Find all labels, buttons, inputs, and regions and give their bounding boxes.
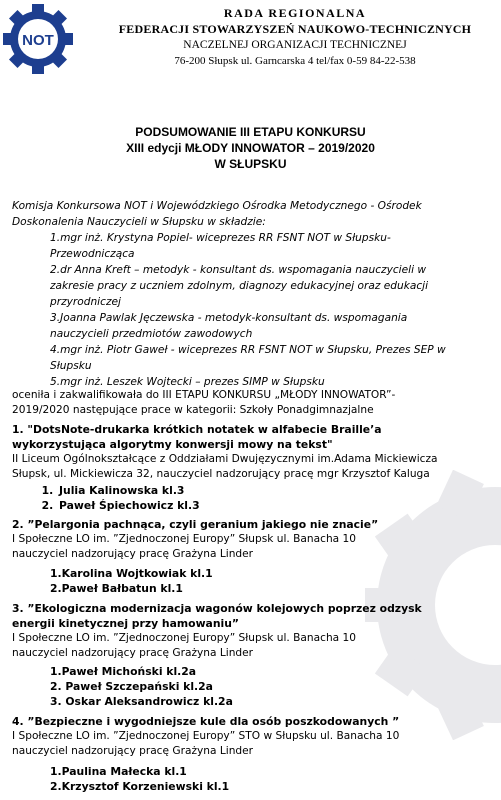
member-1-line-1: 1.mgr inż. Krystyna Popiel- wiceprezes RR FSNT NOT w Słupsku- xyxy=(50,232,391,244)
student-item: 1.Karolina Wojtkowiak kl.1 xyxy=(50,567,213,580)
work-2-students xyxy=(50,566,213,596)
member-4-line-2: Słupsku xyxy=(50,360,92,372)
work-1-school: II Liceum Ogólnokształcące z Oddziałami Dwujęzycznymi im.Adama Mickiewicza xyxy=(12,453,438,465)
letterhead-line-3: NACZELNEJ ORGANIZACJI TECHNICZNEJ xyxy=(183,39,407,51)
student-item: 2.Paweł Bałbatun kl.1 xyxy=(50,582,183,595)
work-3 xyxy=(12,601,422,661)
student-item: 3. Oskar Aleksandrowicz kl.2a xyxy=(50,695,233,708)
summary-line-2: 2019/2020 następujące prace w kategorii: Szkoły Ponadgimnazjalne xyxy=(12,404,374,416)
svg-text:NOT: NOT xyxy=(22,32,54,49)
member-5-line-1: 5.mgr inż. Leszek Wojtecki – prezes SIMP w Słupsku xyxy=(50,376,325,388)
committee-intro-1: Komisja Konkursowa NOT i Wojewódzkiego Ośrodka Metodycznego - Ośrodek xyxy=(12,200,422,212)
member-2-line-2: zakresie pracy z uczniem zdolnym, diagnozy edukacyjnej oraz edukacji xyxy=(50,280,429,292)
member-3-line-1: 3.Joanna Pawlak Jęczewska - metodyk-konsultant ds. wspomagania xyxy=(50,312,408,324)
member-4-line-1: 4.mgr inż. Piotr Gaweł - wiceprezes RR FSNT NOT w Słupsku, Prezes SEP w xyxy=(50,344,446,356)
committee-members xyxy=(50,230,446,390)
work-3-title-line-1: 3. ”Ekologiczna modernizacja wagonów kolejowych poprzez odzysk xyxy=(12,602,422,615)
title-line-3: W SŁUPSKU xyxy=(214,157,287,171)
work-4-students xyxy=(50,764,229,794)
work-2-school: I Społeczne LO im. ”Zjednoczonej Europy” Słupsk ul. Banacha 10 xyxy=(12,533,356,545)
work-3-school: I Społeczne LO im. ”Zjednoczonej Europy” Słupsk ul. Banacha 10 xyxy=(12,632,356,644)
student-item: 2. Paweł Szczepański kl.2a xyxy=(50,680,213,693)
work-4 xyxy=(12,714,399,759)
student-item: 2.Krzysztof Korzeniewski kl.1 xyxy=(50,780,230,793)
work-3-title-line-2: energii kinetycznej przy hamowaniu” xyxy=(12,617,239,630)
member-2-line-3: przyrodniczej xyxy=(50,296,121,308)
work-3-students xyxy=(50,664,233,709)
work-1 xyxy=(12,422,438,482)
work-4-teacher: nauczyciel nadzorujący pracę Grażyna Linder xyxy=(12,745,254,757)
work-1-teacher: Słupsk, ul. Mickiewicza 32, nauczyciel nadzorujący pracę mgr Krzysztof Kaluga xyxy=(12,468,430,480)
student-item: 2. Paweł Śpiechowicz kl.3 xyxy=(57,498,200,513)
work-4-title: 4. ”Bezpieczne i wygodniejsze kule dla osób poszkodowanych ” xyxy=(12,715,400,728)
work-1-title-line-1: 1. "DotsNote-drukarka krótkich notatek w alfabecie Braille’a xyxy=(12,423,382,436)
member-2-line-1: 2.dr Anna Kreft – metodyk - konsultant ds. wspomagania nauczycieli w xyxy=(50,264,427,276)
work-2 xyxy=(12,517,378,562)
letterhead-line-1: RADA REGIONALNA xyxy=(223,6,367,20)
work-1-title-line-2: wykorzystująca algorytmy konwersji mowy na tekst" xyxy=(12,438,333,451)
not-logo xyxy=(3,4,73,74)
member-3-line-2: nauczycieli przedmiotów zawodowych xyxy=(50,328,253,340)
work-1-students xyxy=(37,483,200,513)
letterhead-line-2: FEDERACJI STOWARZYSZEŃ NAUKOWO-TECHNICZNYCH xyxy=(118,22,472,36)
committee-intro-2: Doskonalenia Nauczycieli w Słupsku w składzie: xyxy=(12,216,266,228)
work-3-teacher: nauczyciel nadzorujący pracę Grażyna Linder xyxy=(12,647,254,659)
title-line-1: PODSUMOWANIE III ETAPU KONKURSU xyxy=(135,125,366,139)
work-4-school: I Społeczne LO im. ”Zjednoczonej Europy” STO w Słupsku ul. Banacha 10 xyxy=(12,730,400,742)
student-item: 1.Paweł Michoński kl.2a xyxy=(50,665,197,678)
member-1-line-2: Przewodnicząca xyxy=(50,248,135,260)
title-line-2: XIII edycji MŁODY INNOWATOR – 2019/2020 xyxy=(126,141,375,155)
student-item: 1.Paulina Małecka kl.1 xyxy=(50,765,187,778)
work-2-teacher: nauczyciel nadzorujący pracę Grażyna Linder xyxy=(12,548,254,560)
summary-line-1: oceniła i zakwalifikowała do III ETAPU KONKURSU „MŁODY INNOWATOR”- xyxy=(12,389,396,401)
student-item: 1. Julia Kalinowska kl.3 xyxy=(57,483,200,498)
work-2-title: 2. ”Pelargonia pachnąca, czyli geranium jakiego nie znacie” xyxy=(12,518,379,531)
not-gear-icon xyxy=(3,4,73,74)
letterhead-address: 76-200 Słupsk ul. Garncarska 4 tel/fax 0-59 84-22-538 xyxy=(174,55,416,67)
